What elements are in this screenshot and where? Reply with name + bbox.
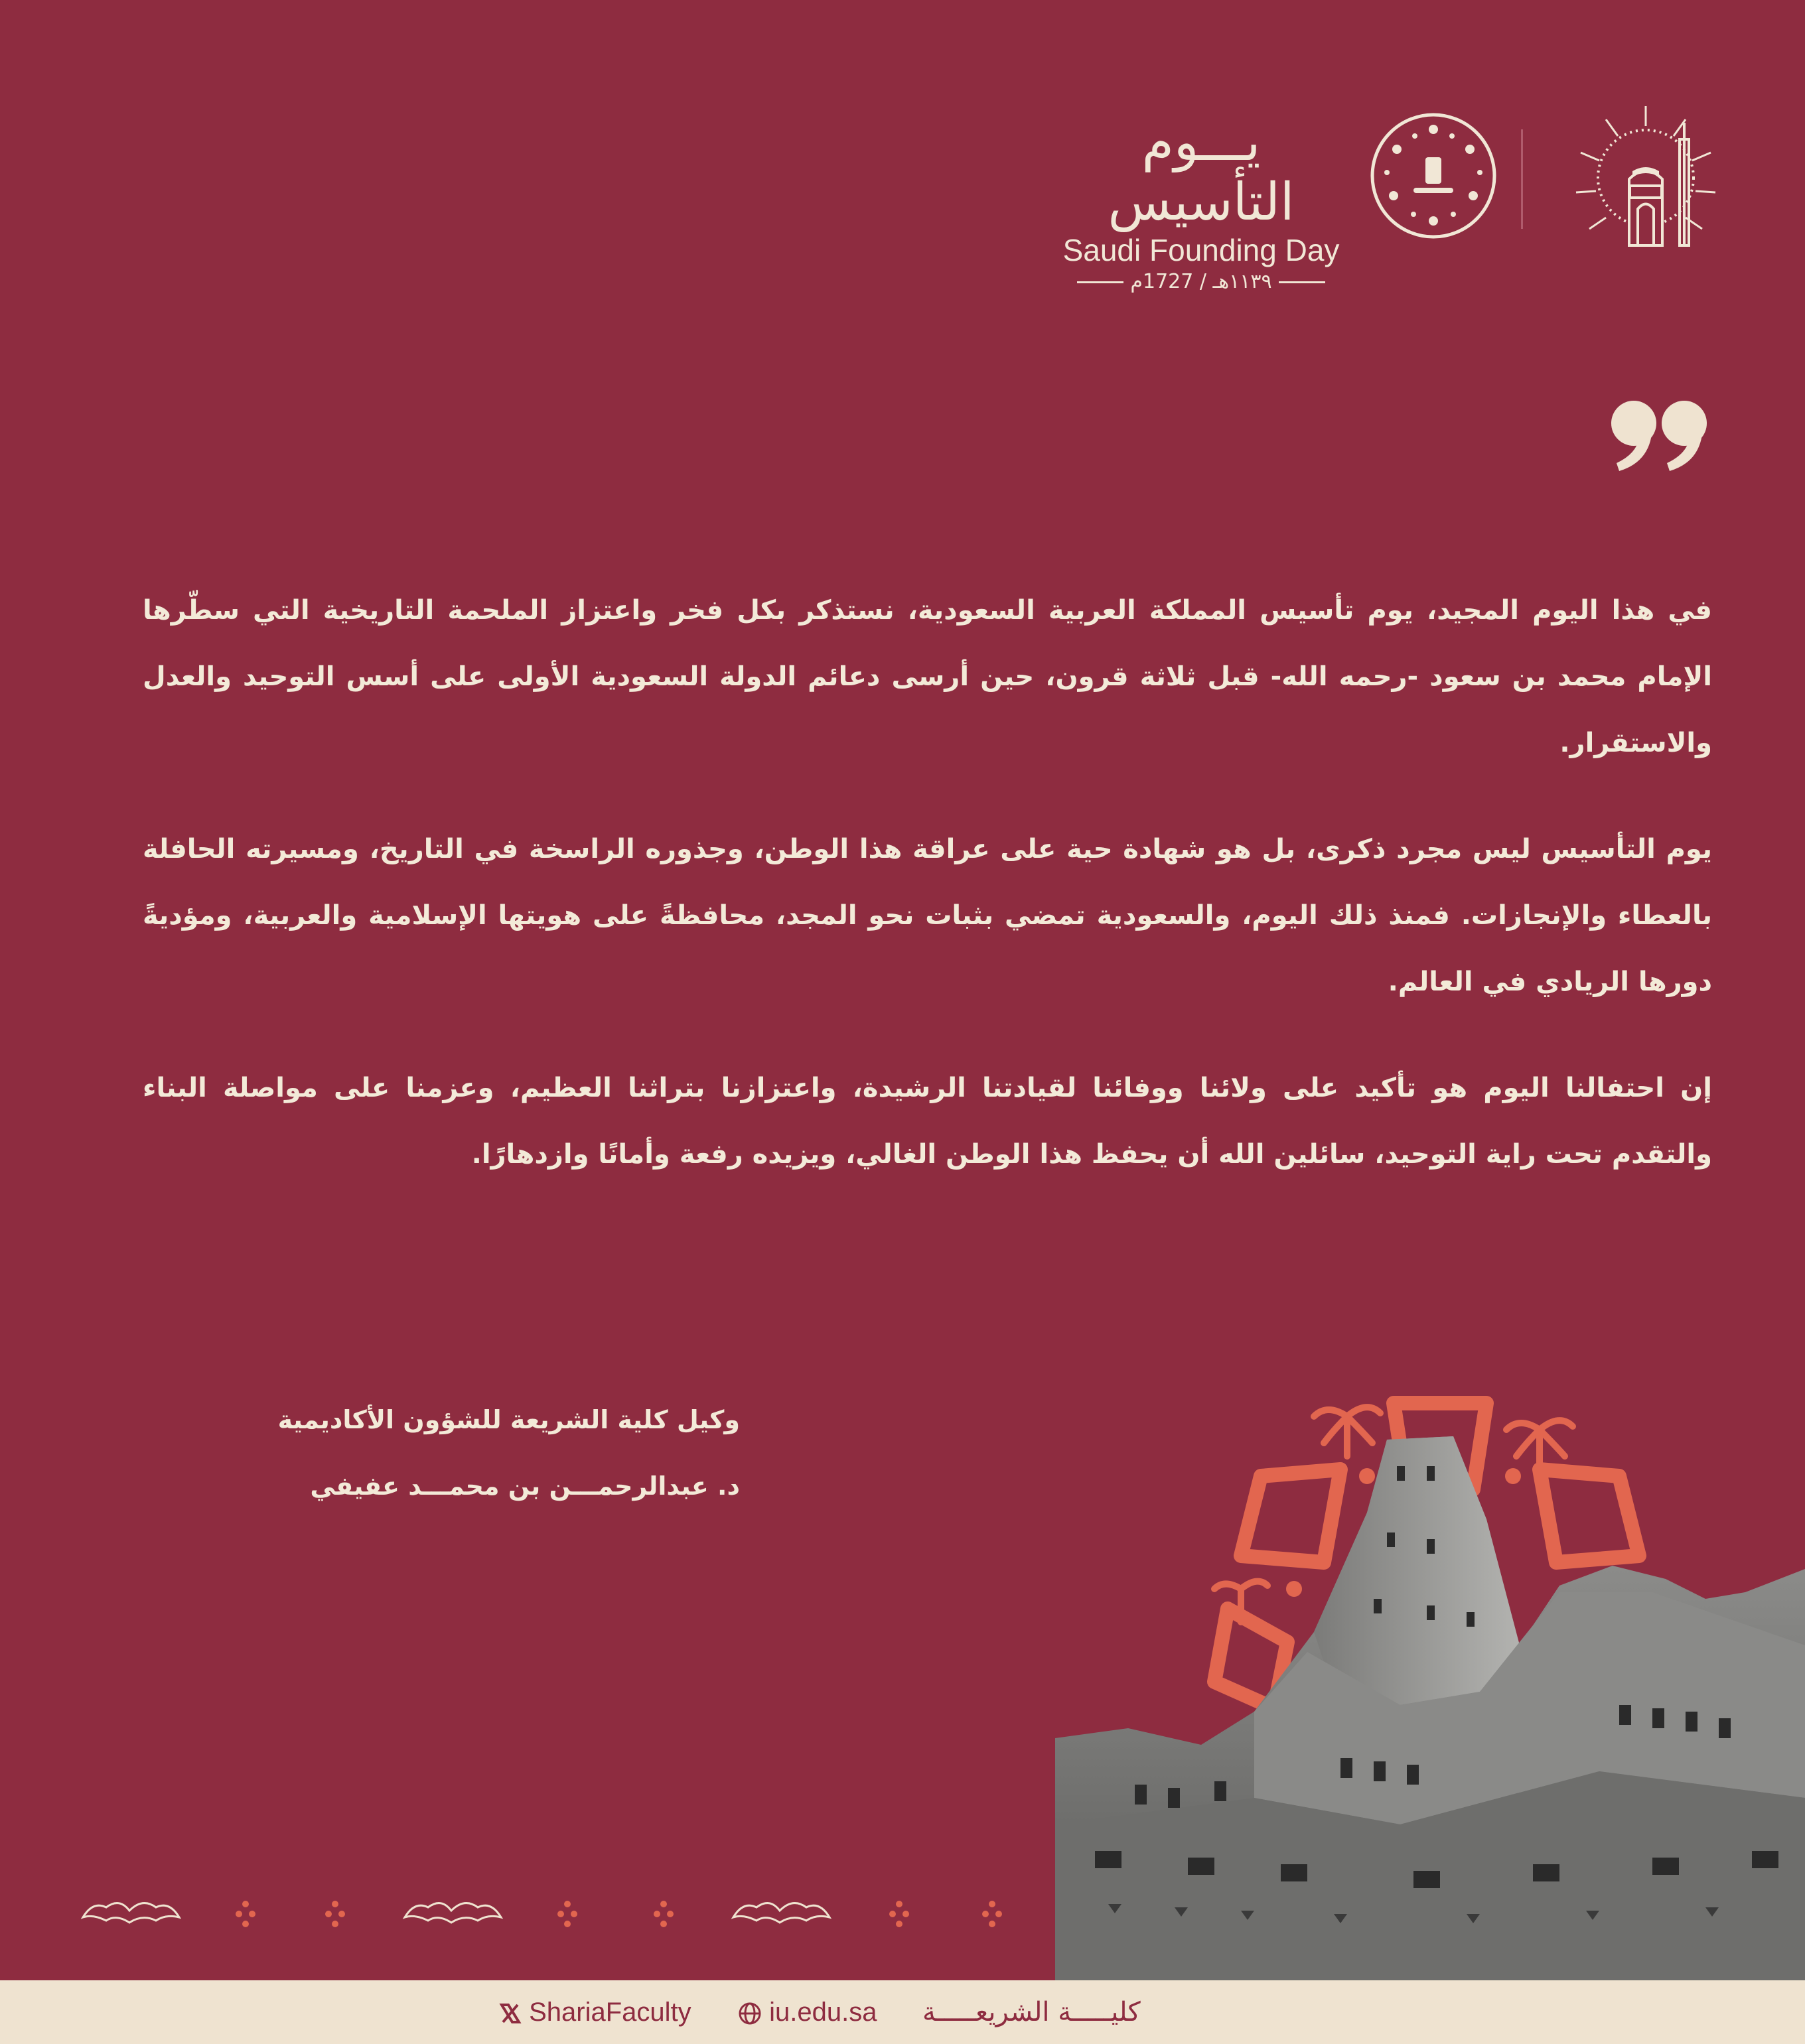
founding-day-arabic: يـــوم التأسيس — [1108, 113, 1295, 232]
founding-day-date: ١١٣٩هـ / 1727م — [1048, 268, 1354, 296]
header-logos — [929, 100, 1725, 293]
quote-mark-icon — [1606, 398, 1712, 471]
x-link[interactable] — [499, 1995, 691, 2029]
globe-icon — [738, 1998, 769, 2027]
historic-building-image — [1055, 1426, 1805, 1984]
letter-body — [143, 577, 1712, 1227]
signature-name: د. عبدالرحمـــن بن محمـــد عفيفي — [310, 1471, 740, 1501]
founding-day-wordmark — [1048, 113, 1354, 293]
founding-day-emblem — [1367, 109, 1500, 242]
university-logo — [1566, 100, 1725, 252]
founding-day-english: Saudi Founding Day — [1062, 233, 1340, 267]
website-link[interactable] — [738, 1995, 877, 2029]
letter-paragraph-2: يوم التأسيس ليس مجرد ذكرى، بل هو شهادة حية على عراقة هذا الوطن، وجذوره الراسخة في التاريخ، ومسيرته الحافلة بالعطاء والإنجازات. فمنذ ذلك اليوم، والسعودية تمضي بثبات نحو المجد، محافظةً على هويتها الإسلامية والعربية، ومؤديةً دورها الريادي في العالم. — [143, 834, 1712, 997]
signature-title: وكيل كلية الشريعة للشؤون الأكاديمية — [277, 1405, 740, 1434]
x-handle: ShariaFaculty — [529, 1998, 691, 2027]
header-divider — [1521, 129, 1523, 229]
letter-paragraph-1: في هذا اليوم المجيد، يوم تأسيس المملكة العربية السعودية، نستذكر بكل فخر واعتزاز الملحمة التاريخية التي سطّرها الإمام محمد بن سعود -رحمه الله- قبل ثلاثة قرون، حين أرسى دعائم الدولة السعودية الأولى على أسس التوحيد والعدل والاستقرار. — [143, 595, 1712, 758]
x-icon — [499, 1998, 529, 2027]
faculty-name: كليـــــة الشريعـــــة — [922, 1997, 1141, 2027]
website-url: iu.edu.sa — [769, 1998, 877, 2027]
ornament-row — [80, 1884, 1035, 1937]
signature-block — [143, 1387, 740, 1519]
footer-bar — [0, 1980, 1805, 2044]
letter-paragraph-3: إن احتفالنا اليوم هو تأكيد على ولائنا ووفائنا لقيادتنا الرشيدة، واعتزازنا بتراثنا العظيم، وعزمنا على مواصلة البناء والتقدم تحت راية التوحيد، سائلين الله أن يحفظ هذا الوطن الغالي، ويزيده رفعة وأمانًا وازدهارًا. — [143, 1073, 1712, 1170]
